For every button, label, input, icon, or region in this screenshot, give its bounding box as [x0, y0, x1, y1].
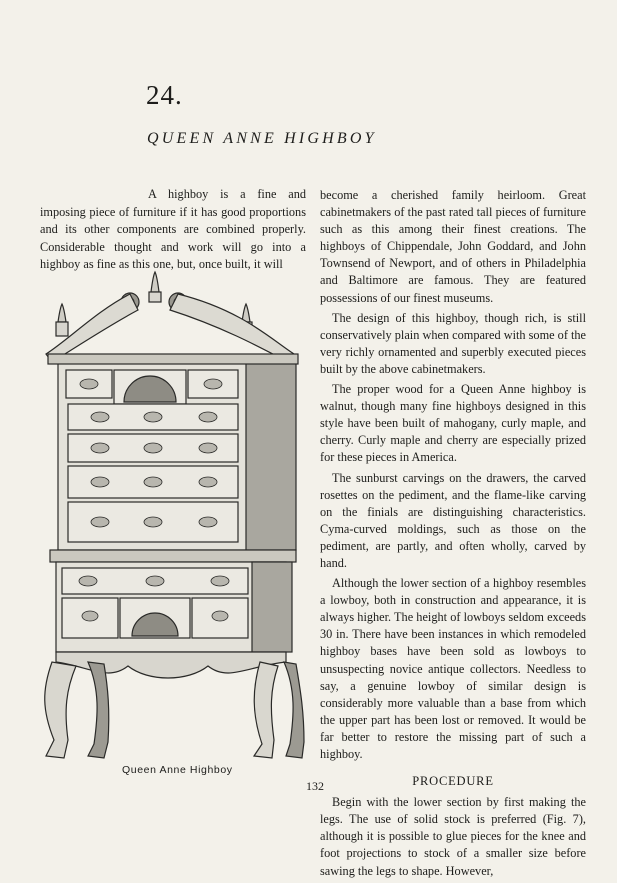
- paragraph-wood: The proper wood for a Queen Anne highboy is walnut, though many fine highboys designed in this style have been built of mahogany, curly maple, and cherry. Curly maple and cherry are especially prized for these pieces in America.: [320, 382, 586, 465]
- left-finial: [56, 304, 68, 336]
- page-number-heading: 24.: [146, 80, 183, 110]
- page-folio: 132: [306, 779, 324, 793]
- highboy-illustration: [38, 270, 308, 770]
- illustration-caption: Queen Anne Highboy: [122, 764, 233, 776]
- paragraph-carvings: The sunburst carvings on the drawers, the carved rosettes on the pediment, and the flame-like carving on the finials are distinguishing characteristics. Cyma-curved moldings, such as those on the pediment, are partly, and often wholly, carved by hand.: [320, 470, 586, 570]
- paragraph-heirloom: become a cherished family heirloom. Great cabinetmakers of the past rated tall pieces of furniture such as this among their finest creations. The highboys of Chippendale, John Goddard, and John Townsend of Newport, and of others in Philadelphia and Baltimore are famous. They are featured possessions of our finest museums.: [320, 188, 586, 305]
- right-column: [320, 187, 586, 883]
- paragraph-design: The design of this highboy, though rich, is still conservatively plain when compared with some of the very richly ornamented and superbly executed pieces built by the above cabinetmakers.: [320, 310, 587, 376]
- center-finial: [149, 272, 161, 302]
- paragraph-lowboy: Although the lower section of a highboy resembles a lowboy, both in construction and appearance, it is always higher. The height of lowboys seldom exceeds 30 in. There have been instances in which remodeled highboy bases have been sold as lowboys to unsuspecting novice antique collectors. Needless to say, a genuine lowboy of similar design is considerably more valuable than a base from which the upper part has been lost or removed. It would be far better to restore the missing part of such a highboy.: [320, 576, 586, 761]
- procedure-heading: PROCEDURE: [412, 774, 494, 789]
- intro-paragraph: A highboy is a fine and imposing piece of furniture if it has good proportions and its other components are combined properly. Considerable thought and work will go into a highboy as fine as this one, but, once built, it will: [40, 187, 306, 271]
- paragraph-procedure: Begin with the lower section by first making the legs. The use of solid stock is preferred (Fig. 7), although it is possible to glue pieces for the knee and foot projections to stock of a smaller size before sawing the legs to shape. However,: [320, 795, 586, 878]
- chapter-title: QUEEN ANNE HIGHBOY: [147, 130, 377, 147]
